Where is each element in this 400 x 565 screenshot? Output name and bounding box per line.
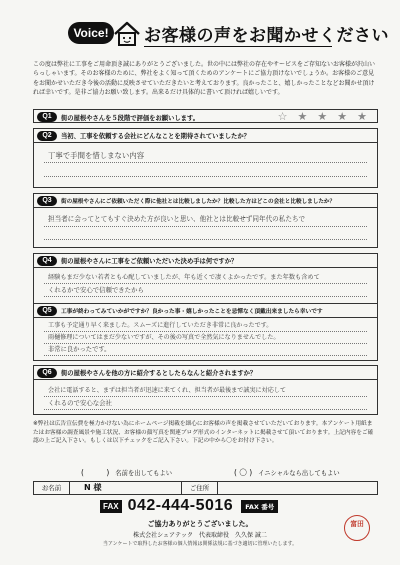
thanks-message: ご協力ありがとうございました。 — [147, 520, 253, 528]
ruled-line — [44, 409, 367, 410]
title-underline — [144, 46, 332, 47]
name-address-table — [33, 481, 378, 495]
question-6 — [33, 365, 378, 415]
question-5 — [33, 303, 378, 361]
question-3-header — [34, 194, 377, 208]
question-number: Q1 — [37, 112, 57, 122]
question-5-header — [34, 304, 377, 318]
question-text: 街の屋根やさんにご依頼いただく際に他社とは比較しましたか？比較した方はどこの会社と比較しましたか？ — [61, 198, 336, 205]
question-6-header — [34, 366, 377, 380]
ruled-line — [44, 239, 367, 240]
answer-area — [34, 380, 377, 415]
answer-line: くれるので安心な会社 — [48, 399, 112, 407]
question-number: Q4 — [37, 256, 57, 266]
star-icon: ★ — [297, 110, 308, 123]
question-2 — [33, 128, 378, 188]
ruled-line — [44, 296, 367, 297]
name-value[interactable]: N 様 — [70, 482, 182, 494]
star-icon: ★ — [337, 110, 348, 123]
question-number: Q6 — [37, 368, 57, 378]
answer-area — [34, 268, 377, 306]
publication-note: ※弊社は広告宣伝費を極力かけない為にホームページ掲載を細心にお客様の声を掲載させていただいております。本アンケート用紙またはお客様の調査風景や施工状況、お客様の顔写真を関連ブログ形式のインターネットに掲載させて頂いております。上記内容をご確認の上ご記入下さい。もしくは以下チェックをご記入下さい。下記の中から〇をお付け下さい。 — [33, 421, 374, 445]
ruled-line — [44, 226, 367, 227]
address-label: ご住所 — [182, 482, 218, 494]
ruled-line — [44, 355, 367, 356]
rating-stars — [278, 111, 367, 123]
initial-consent-checkbox[interactable]: ( 〇 ) — [234, 467, 253, 477]
star-icon: ☆ — [277, 110, 288, 123]
voice-badge: Voice! — [68, 22, 114, 44]
fax-number: 042-444-5016 — [127, 497, 234, 514]
ruled-line — [44, 283, 367, 284]
address-value[interactable] — [218, 482, 377, 494]
question-number: Q2 — [37, 131, 57, 141]
seal-stamp: 富田 — [344, 515, 370, 541]
initial-consent-label: イニシャルなら出してもよい — [258, 469, 340, 477]
company-name: 株式会社シェアテック 代表取締役 久久保 誠二 — [133, 532, 267, 539]
ruled-line — [44, 331, 367, 332]
answer-line: くれるかで安心で信頼できたから — [48, 286, 144, 294]
question-text: 当初、工事を依頼する会社にどんなことを期待されていましたか？ — [61, 133, 250, 140]
question-number: Q3 — [37, 196, 57, 206]
answer-line: 工事も予定通り早く来ました。スムーズに進行していただき非常に良かったです。 — [48, 322, 273, 329]
answer-area — [34, 208, 377, 248]
question-4-header — [34, 254, 377, 268]
consent-row — [33, 466, 378, 478]
question-3 — [33, 193, 378, 248]
answer-line: 担当者に会ってとてもすぐ決めた方が良いと思い、他社とは比較せず同年代の私たちで — [48, 215, 306, 223]
question-number: Q5 — [37, 306, 57, 316]
question-text: 街の屋根やさんを他の方に紹介するとしたらなんと紹介されますか？ — [61, 370, 257, 377]
question-4 — [33, 253, 378, 306]
answer-line: 経験もまだ少ない若者とも心配していましたが、年も近くで凄くよかったです。また年数も含めて — [48, 274, 320, 281]
name-label: お名前 — [34, 482, 70, 494]
question-text: 工事が終わってみていかがですか？良かった事・嬉しかったことを忌憚なく頂戴出来ましたら幸いです — [61, 309, 323, 315]
answer-line: 会社に電話すると、まずは担当者が迅速に来てくれ、担当者が最後まで誠実に対応して — [48, 387, 287, 394]
question-2-header — [34, 129, 377, 143]
ruled-line — [44, 176, 367, 177]
fax-row — [100, 496, 278, 516]
intro-text: この度は弊社に工事をご用命頂き誠にありがとうございました。世の中には弊社の存在やサービスをご存知ないお客様が沢山いらっしゃいます。そのお客様のために、弊社をよく知って頂くためのアンケートにご協力頂けないでしょうか。お客様のご意見をお聞かせいただき今後の活動に反映させていただきたいと考えております。良かったこと、嬉しかったことなどお聞かせ頂ければ幸いです。是非ご協力お願い致します。出来るだけ具体的に書いて頂ければ嬉しいです。 — [33, 61, 376, 96]
name-consent-checkbox[interactable]: ( ) — [81, 467, 110, 477]
question-text: 街の屋根やさんに工事をご依頼いただいた決め手は何ですか？ — [61, 258, 238, 265]
privacy-note: 当アンケートで取得したお客様の個人情報は関係法規に基づき適切に管理いたします。 — [102, 541, 298, 547]
answer-line: 非常に良かったです。 — [48, 346, 111, 353]
initial-consent-mark: 〇 — [239, 467, 247, 477]
question-1 — [33, 109, 378, 123]
page-title: お客様の声をお聞かせください — [144, 26, 389, 46]
ruled-line — [44, 396, 367, 397]
answer-area — [34, 143, 377, 188]
question-text: 街の屋根やさんを５段階で評価をお願いします。 — [61, 114, 200, 122]
star-icon: ★ — [317, 110, 328, 123]
answer-line: 丁寧で手間を惜しまない内容 — [48, 151, 145, 160]
fax-badge: FAX — [100, 500, 122, 513]
fax-label: FAX 番号 — [241, 500, 278, 513]
house-icon — [112, 20, 142, 48]
name-consent-label: 名前を出してもよい — [115, 469, 173, 477]
answer-area — [34, 318, 377, 361]
answer-line: 雨樋修理についてはまだ少ないですが、その後の写真で全然気になりませんでした。 — [48, 334, 280, 341]
star-icon: ★ — [357, 110, 367, 123]
ruled-line — [44, 162, 367, 163]
ruled-line — [44, 343, 367, 344]
